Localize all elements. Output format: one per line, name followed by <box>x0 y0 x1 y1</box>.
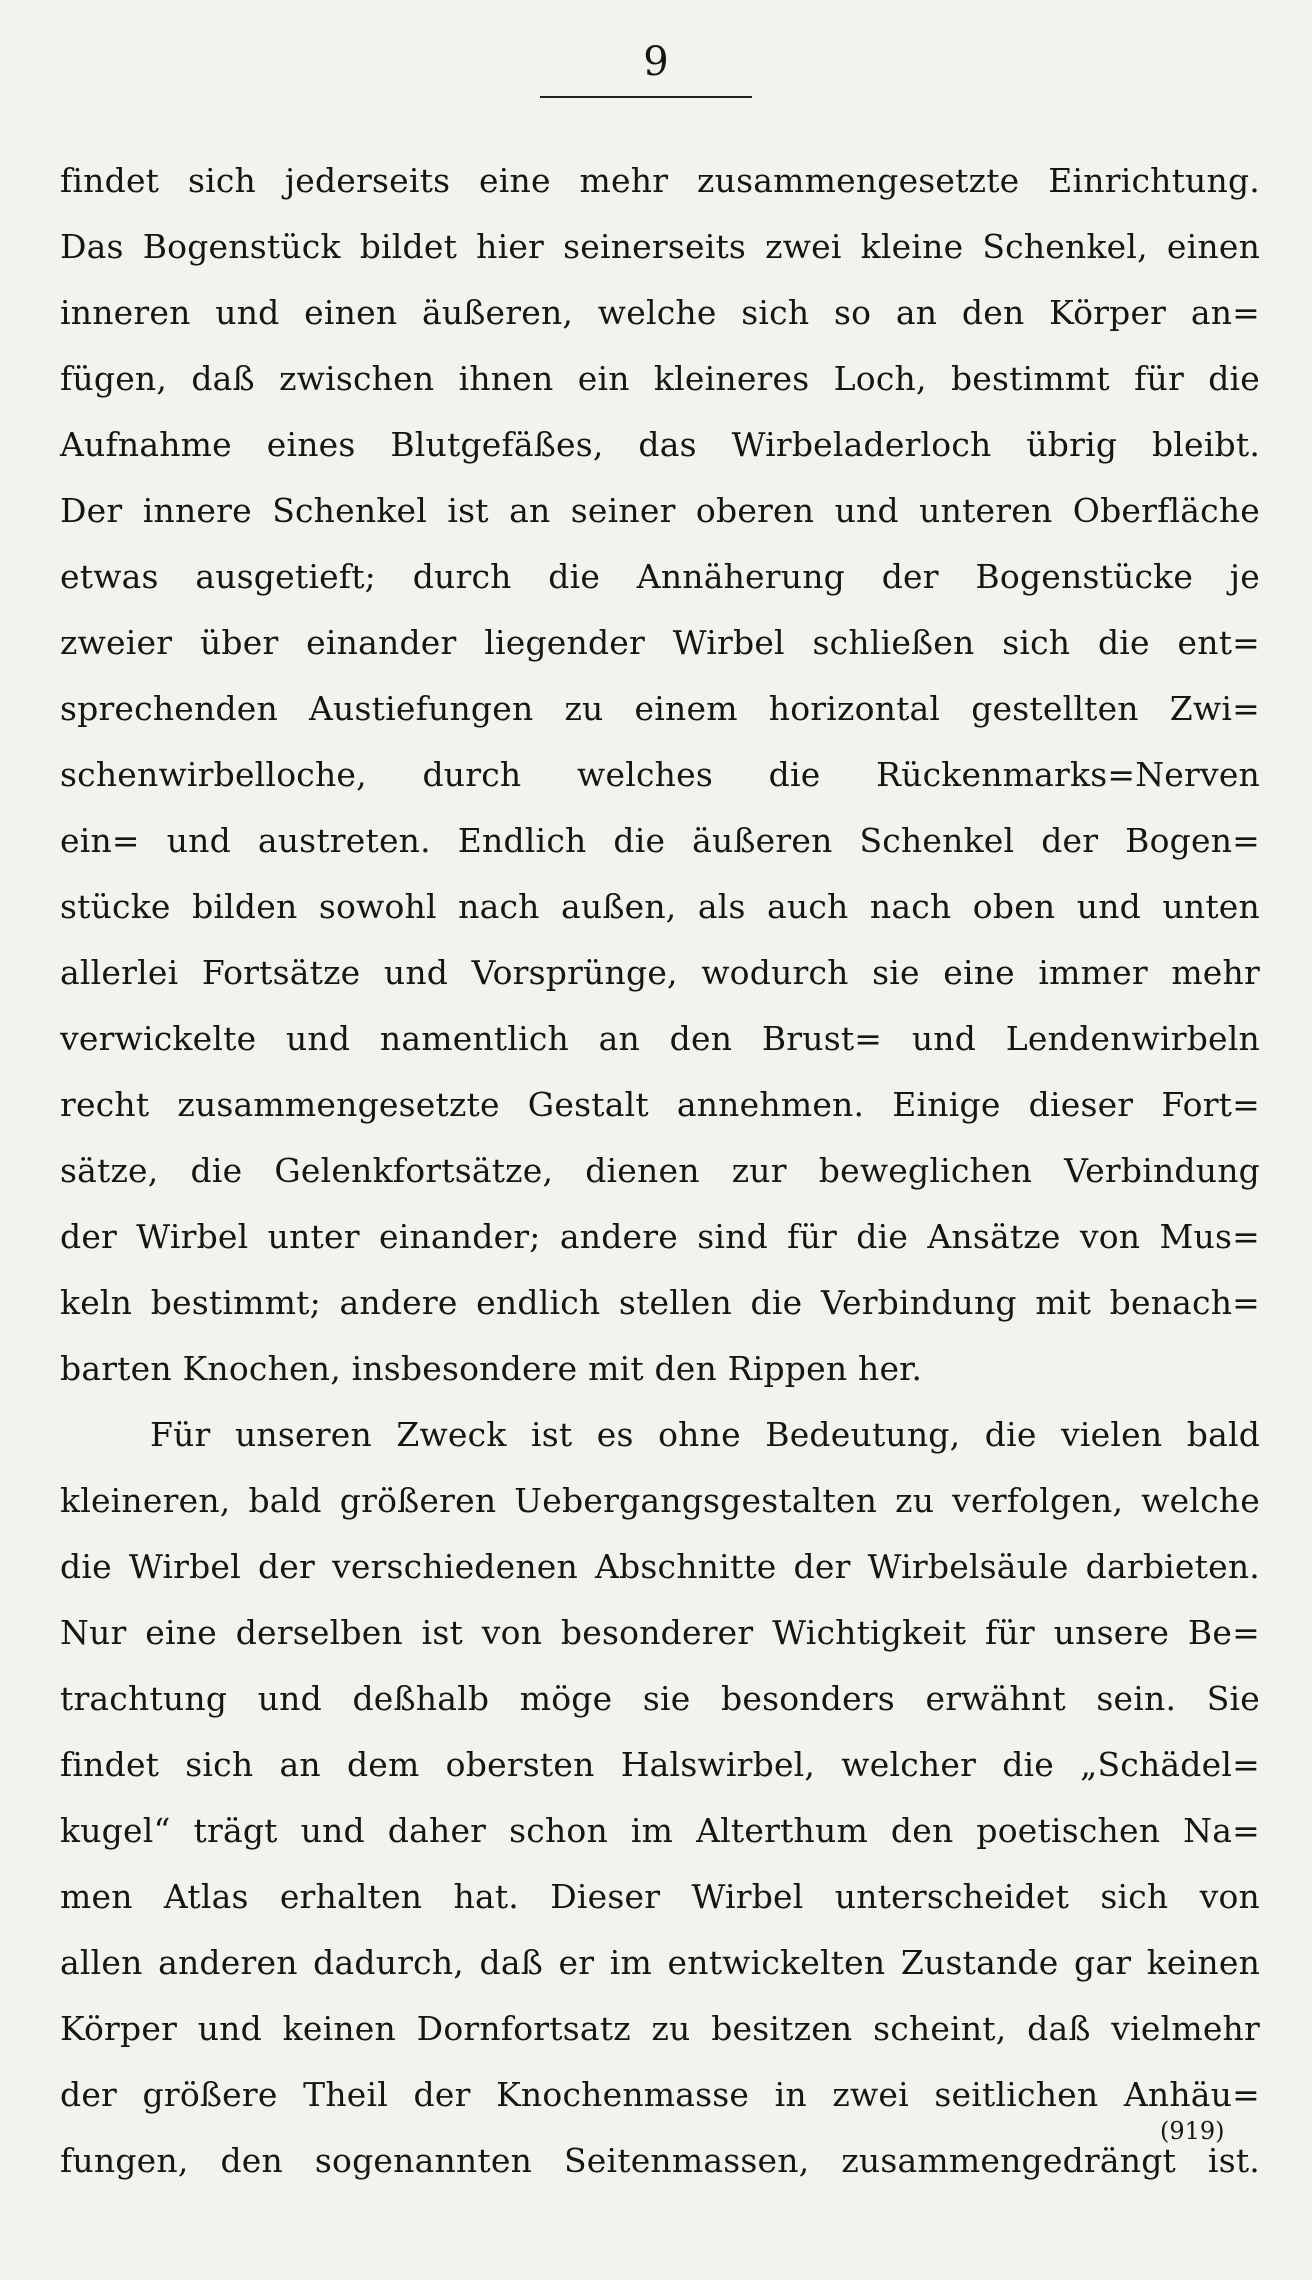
text-line: verwickelte und namentlich an den Brust= und Lendenwirbeln <box>60 1019 1260 1058</box>
text-line: Der innere Schenkel ist an seiner oberen und unteren Oberfläche <box>60 491 1260 530</box>
text-line: keln bestimmt; andere endlich stellen die Verbindung mit benach= <box>60 1283 1261 1322</box>
text-line: men Atlas erhalten hat. Dieser Wirbel unterscheidet sich von <box>60 1877 1260 1916</box>
text-line: inneren und einen äußeren, welche sich so an den Körper an= <box>60 293 1261 332</box>
text-line: allerlei Fortsätze und Vorsprünge, wodurch sie eine immer mehr <box>60 953 1260 992</box>
text-line: kleineren, bald größeren Uebergangsgestalten zu verfolgen, welche <box>60 1481 1260 1520</box>
text-line: etwas ausgetieft; durch die Annäherung der Bogenstücke je <box>60 557 1260 596</box>
text-line: findet sich jederseits eine mehr zusammengesetzte Einrichtung. <box>60 161 1260 200</box>
body-text <box>60 148 1260 2194</box>
text-line: barten Knochen, insbesondere mit den Rippen her. <box>60 1349 923 1388</box>
text-line: die Wirbel der verschiedenen Abschnitte der Wirbelsäule darbieten. <box>60 1547 1260 1586</box>
text-line: der Wirbel unter einander; andere sind für die Ansätze von Mus= <box>60 1217 1260 1256</box>
text-line: sprechenden Austiefungen zu einem horizontal gestellten Zwi= <box>60 689 1260 728</box>
text-line: findet sich an dem obersten Halswirbel, welcher die „Schädel= <box>60 1745 1260 1784</box>
text-line: schenwirbelloche, durch welches die Rückenmarks=Nerven <box>60 755 1261 794</box>
text-line: recht zusammengesetzte Gestalt annehmen. Einige dieser Fort= <box>60 1085 1260 1124</box>
printer-signature: (919) <box>1160 2117 1225 2145</box>
text-line: trachtung und deßhalb möge sie besonders erwähnt sein. Sie <box>60 1679 1261 1718</box>
text-line: sätze, die Gelenkfortsätze, dienen zur beweglichen Verbindung <box>60 1151 1260 1190</box>
text-line: allen anderen dadurch, daß er im entwickelten Zustande gar keinen <box>60 1943 1261 1982</box>
text-line: zweier über einander liegender Wirbel schließen sich die ent= <box>60 623 1261 662</box>
text-line: fungen, den sogenannten Seitenmassen, zusammengedrängt ist. <box>60 2141 1260 2180</box>
text-line: stücke bilden sowohl nach außen, als auch nach oben und unten <box>60 887 1260 926</box>
text-line: Körper und keinen Dornfortsatz zu besitzen scheint, daß vielmehr <box>60 2009 1260 2048</box>
text-line: Aufnahme eines Blutgefäßes, das Wirbeladerloch übrig bleibt. <box>60 425 1261 464</box>
header-rule <box>540 96 752 98</box>
text-line: Das Bogenstück bildet hier seinerseits zwei kleine Schenkel, einen <box>60 227 1261 266</box>
text-line: fügen, daß zwischen ihnen ein kleineres Loch, bestimmt für die <box>60 359 1261 398</box>
page-number: 9 <box>643 39 669 85</box>
paragraph-first-line: Für unseren Zweck ist es ohne Bedeutung, die vielen bald <box>150 1415 1261 1454</box>
text-line: der größere Theil der Knochenmasse in zwei seitlichen Anhäu= <box>60 2075 1260 2114</box>
text-line: ein= und austreten. Endlich die äußeren Schenkel der Bogen= <box>60 821 1261 860</box>
text-line: kugel“ trägt und daher schon im Alterthum den poetischen Na= <box>60 1811 1260 1850</box>
text-line: Nur eine derselben ist von besonderer Wichtigkeit für unsere Be= <box>60 1613 1260 1652</box>
